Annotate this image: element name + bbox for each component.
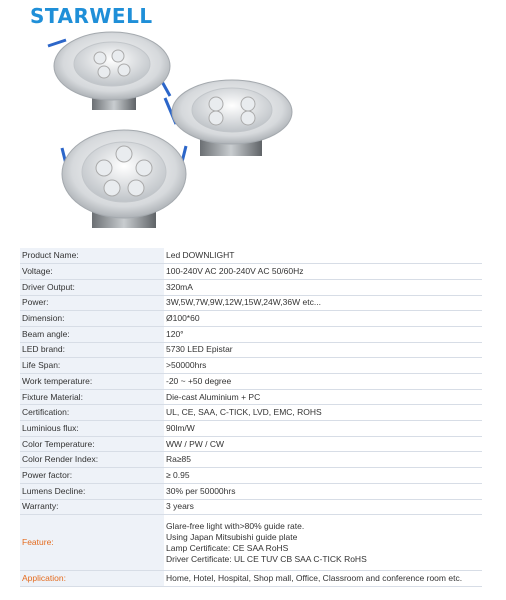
spec-label: Fixture Material: <box>20 389 164 405</box>
spec-value: UL, CE, SAA, C-TICK, LVD, EMC, ROHS <box>164 405 482 421</box>
spec-label: Voltage: <box>20 264 164 280</box>
spec-label: Warranty: <box>20 499 164 515</box>
spec-table <box>20 248 482 587</box>
feature-row <box>20 515 482 571</box>
spec-value: 320mA <box>164 279 482 295</box>
spec-label: Driver Output: <box>20 279 164 295</box>
spec-row <box>20 374 482 390</box>
feature-label: Feature: <box>20 515 164 571</box>
spec-label: Dimension: <box>20 311 164 327</box>
spec-value: 5730 LED Epistar <box>164 342 482 358</box>
spec-table-body <box>20 248 482 586</box>
spec-label: Product Name: <box>20 248 164 264</box>
spec-value: Die-cast Aluminium + PC <box>164 389 482 405</box>
application-row <box>20 571 482 587</box>
spec-row <box>20 389 482 405</box>
feature-line: Glare-free light with>80% guide rate. <box>166 520 305 531</box>
downlight-image-1 <box>48 32 170 110</box>
spec-label: Power: <box>20 295 164 311</box>
spec-label: Life Span: <box>20 358 164 374</box>
spec-row <box>20 405 482 421</box>
spec-row <box>20 295 482 311</box>
feature-line: Lamp Certificate: CE SAA RoHS <box>166 542 289 553</box>
spec-value: Ø100*60 <box>164 311 482 327</box>
application-label: Application: <box>20 571 164 587</box>
spec-value: 120° <box>164 326 482 342</box>
spec-row <box>20 326 482 342</box>
spec-value: ≥ 0.95 <box>164 468 482 484</box>
spec-row <box>20 358 482 374</box>
feature-line: Using Japan Mitsubishi guide plate <box>166 531 298 542</box>
brand-logo: STARWELL <box>30 4 153 28</box>
spec-value: Led DOWNLIGHT <box>164 248 482 264</box>
spec-row <box>20 279 482 295</box>
product-photo <box>0 0 506 250</box>
feature-line: Driver Certificate: UL CE TUV CB SAA C-TICK RoHS <box>166 553 367 564</box>
application-value: Home, Hotel, Hospital, Shop mall, Office, Classroom and conference room etc. <box>164 571 482 587</box>
downlight-image-2 <box>165 80 292 156</box>
spec-label: Work temperature: <box>20 374 164 390</box>
spec-value: 3 years <box>164 499 482 515</box>
spec-label: Color Temperature: <box>20 436 164 452</box>
spec-row <box>20 248 482 264</box>
spec-value: 100-240V AC 200-240V AC 50/60Hz <box>164 264 482 280</box>
spec-label: Certification: <box>20 405 164 421</box>
spec-value: 3W,5W,7W,9W,12W,15W,24W,36W etc... <box>164 295 482 311</box>
spec-label: Luminious flux: <box>20 421 164 437</box>
spec-label: Color Render Index: <box>20 452 164 468</box>
spec-row <box>20 452 482 468</box>
spec-label: Lumens Decline: <box>20 483 164 499</box>
spec-value: >50000hrs <box>164 358 482 374</box>
spec-value: WW / PW / CW <box>164 436 482 452</box>
spec-value: 30% per 50000hrs <box>164 483 482 499</box>
spec-row <box>20 421 482 437</box>
spec-row <box>20 311 482 327</box>
spec-value: 90lm/W <box>164 421 482 437</box>
spec-value: -20 ~ +50 degree <box>164 374 482 390</box>
spec-label: LED brand: <box>20 342 164 358</box>
downlight-image-3 <box>62 130 186 228</box>
spec-row <box>20 483 482 499</box>
spec-row <box>20 499 482 515</box>
spec-row <box>20 264 482 280</box>
spec-row <box>20 436 482 452</box>
spec-label: Beam angle: <box>20 326 164 342</box>
spec-value: Ra≥85 <box>164 452 482 468</box>
spec-row <box>20 342 482 358</box>
spec-label: Power factor: <box>20 468 164 484</box>
spec-row <box>20 468 482 484</box>
feature-value <box>164 515 482 571</box>
